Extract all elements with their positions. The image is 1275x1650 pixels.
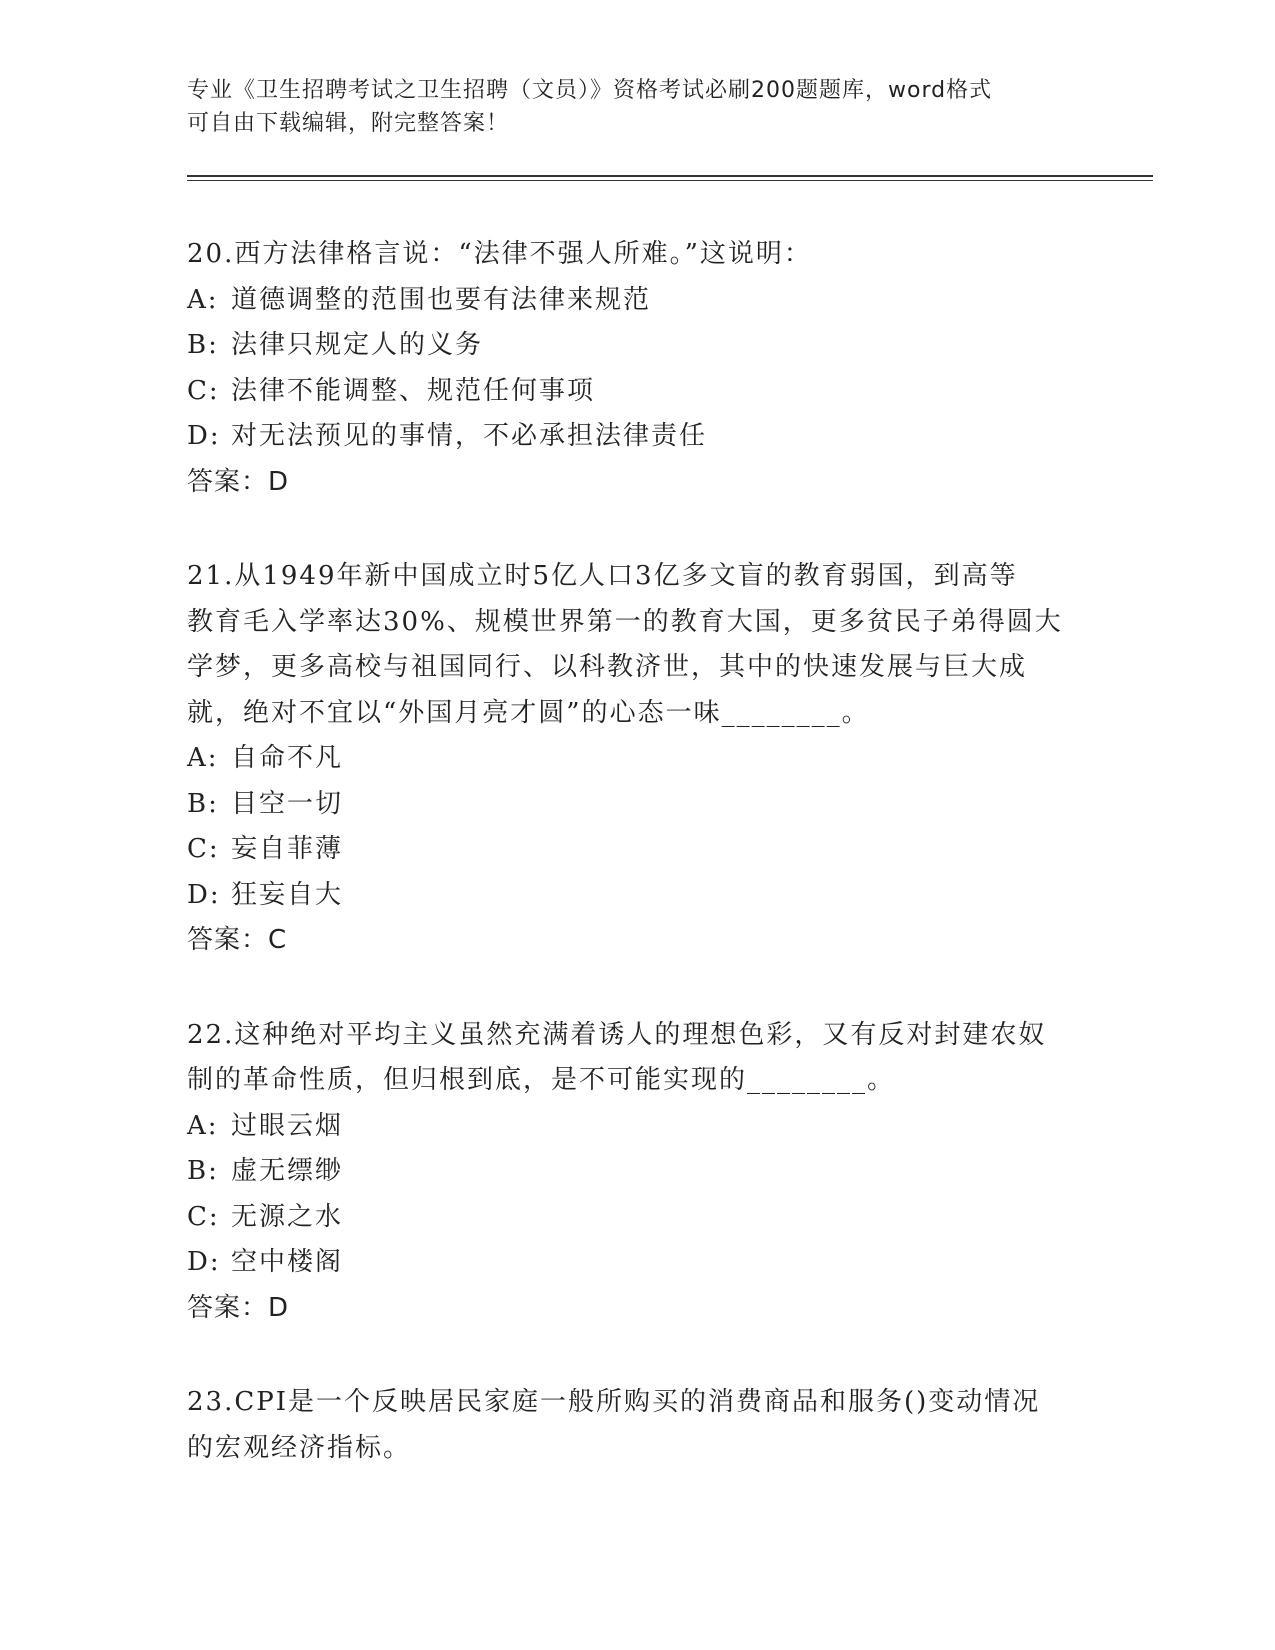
option-text: 空中楼阁: [231, 1247, 344, 1277]
question-stem-line-3: 学梦，更多高校与祖国同行、以科教济世，其中的快速发展与巨大成: [187, 652, 1028, 682]
option-text: 虚无缥缈: [231, 1156, 344, 1186]
option-letter: D:: [187, 879, 221, 910]
option-b: [187, 1149, 1087, 1195]
question-stem-line-4: 就，绝对不宜以“外国月亮才圆”的心态一味________。: [187, 697, 870, 728]
header-divider-thick: [187, 175, 1153, 177]
answer-text: 答案：C: [187, 925, 288, 955]
option-letter: B:: [187, 1156, 219, 1186]
option-text: 对无法预见的事情，不必承担法律责任: [231, 421, 708, 451]
question-stem-line-2: 教育毛入学率达30%、规模世界第一的教育大国，更多贫民子弟得圆大: [187, 606, 1063, 637]
option-b: [187, 323, 1087, 369]
option-d: [187, 873, 1087, 919]
option-letter: C:: [187, 1201, 220, 1232]
header-line-1: 专业《卫生招聘考试之卫生招聘（文员）》资格考试必刷200题题库，word格式: [187, 78, 993, 103]
option-c: [187, 369, 1087, 415]
option-a: [187, 736, 1087, 782]
option-d: [187, 1240, 1087, 1286]
answer-text: 答案：D: [187, 466, 290, 497]
option-text: 道德调整的范围也要有法律来规范: [231, 284, 652, 315]
option-letter: A:: [187, 284, 219, 315]
option-text: 法律只规定人的义务: [231, 330, 484, 360]
question-stem-line-2: 制的革命性质，但归根到底，是不可能实现的________。: [187, 1065, 896, 1095]
option-letter: C:: [187, 834, 220, 864]
option-letter: A:: [187, 1110, 219, 1141]
option-text: 妄自菲薄: [231, 834, 344, 864]
option-text: 自命不凡: [231, 743, 344, 773]
answer-text: 答案：D: [187, 1292, 290, 1323]
option-letter: B:: [187, 330, 219, 360]
option-letter: B:: [187, 788, 219, 819]
header-divider-thin: [187, 180, 1153, 181]
question-21: [187, 554, 1087, 964]
option-text: 狂妄自大: [231, 879, 344, 910]
option-letter: A:: [187, 743, 219, 773]
header-line-2: 可自由下载编辑，附完整答案！: [187, 111, 510, 136]
document-header: [187, 74, 1067, 140]
question-22: [187, 1013, 1087, 1332]
question-list: [187, 232, 1087, 1520]
option-text: 过眼云烟: [231, 1110, 344, 1141]
option-c: [187, 827, 1087, 873]
question-stem-line-1: 23.CPI是一个反映居民家庭一般所购买的消费商品和服务()变动情况: [187, 1387, 1041, 1417]
question-stem-line-1: 22.这种绝对平均主义虽然充满着诱人的理想色彩，又有反对封建农奴: [187, 1019, 1047, 1050]
option-letter: D:: [187, 421, 221, 451]
option-b: [187, 782, 1087, 828]
question-20: [187, 232, 1087, 505]
option-a: [187, 278, 1087, 324]
question-23: [187, 1380, 1087, 1471]
option-d: [187, 414, 1087, 460]
option-c: [187, 1195, 1087, 1241]
question-stem: 20.西方法律格言说：“法律不强人所难。”这说明：: [187, 239, 812, 269]
option-text: 目空一切: [231, 788, 344, 819]
option-letter: D:: [187, 1247, 221, 1277]
option-text: 法律不能调整、规范任何事项: [231, 375, 596, 406]
option-a: [187, 1104, 1087, 1150]
question-stem-line-2: 的宏观经济指标。: [187, 1432, 412, 1463]
option-text: 无源之水: [231, 1201, 344, 1232]
option-letter: C:: [187, 375, 220, 406]
question-stem-line-1: 21.从1949年新中国成立时5亿人口3亿多文盲的教育弱国，到高等: [187, 561, 1018, 591]
